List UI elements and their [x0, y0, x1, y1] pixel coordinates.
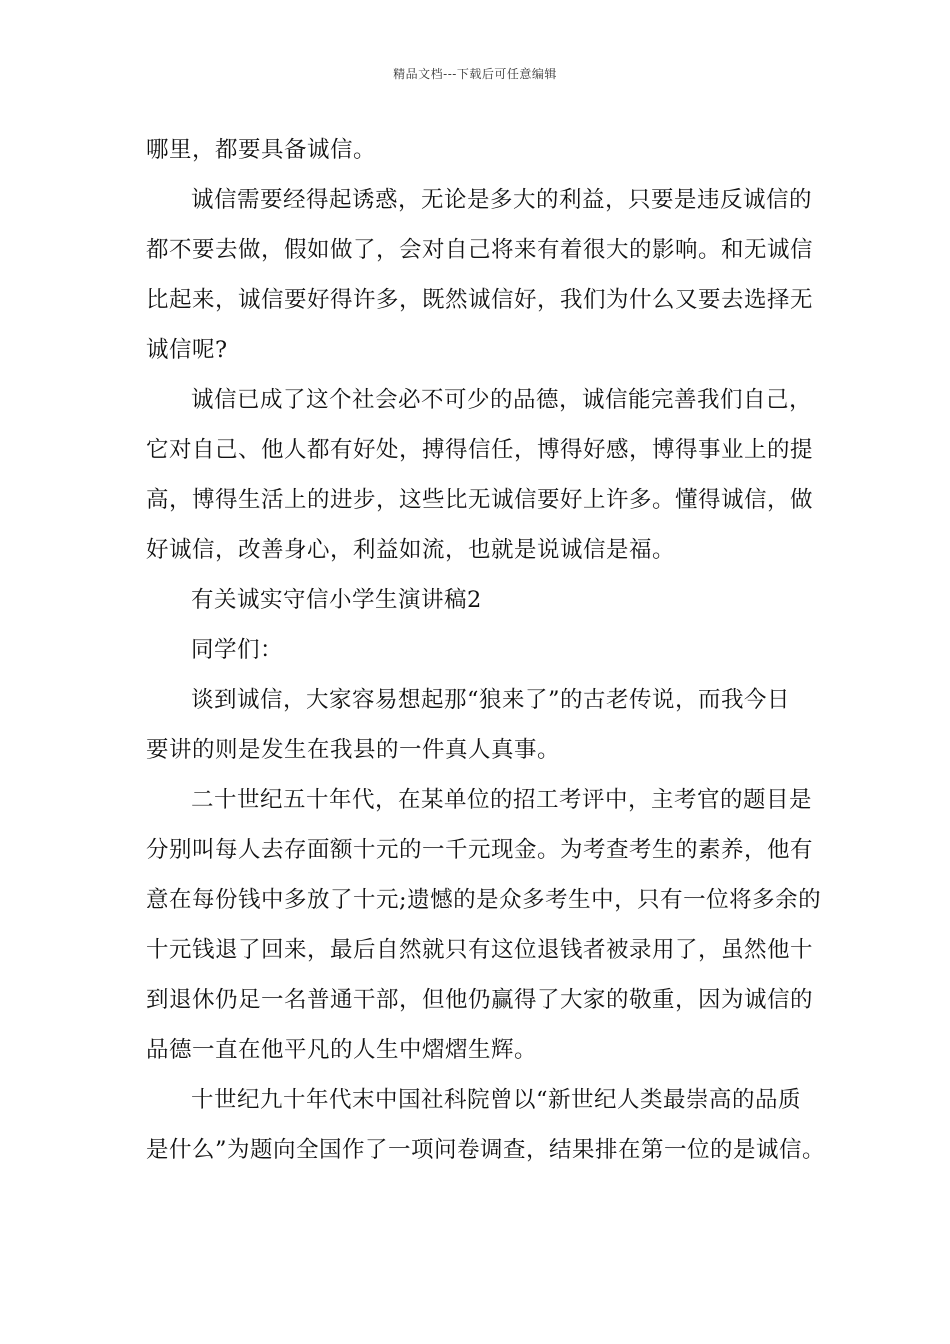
- text-line: 十世纪九十年代末中国社科院曾以“新世纪人类最崇高的品质: [191, 1087, 802, 1113]
- text-line: 好诚信，改善身心，利益如流，也就是说诚信是福。: [146, 537, 676, 563]
- text-line: 十元钱退了回来，最后自然就只有这位退钱者被录用了，虽然他十: [146, 937, 814, 963]
- text-line: 哪里，都要具备诚信。: [146, 137, 377, 163]
- text-line: 诚信呢?: [146, 337, 228, 363]
- text-line: 它对自己、他人都有好处，搏得信任，博得好感，博得事业上的提: [146, 437, 814, 463]
- paragraph: [146, 375, 826, 575]
- text-line: 要讲的则是发生在我县的一件真人真事。: [146, 737, 561, 763]
- paragraph: [146, 1075, 826, 1175]
- text-line: 都不要去做，假如做了，会对自己将来有着很大的影响。和无诚信: [146, 237, 814, 263]
- paragraph: [146, 625, 826, 675]
- text-line: 分别叫每人去存面额十元的一千元现金。为考查考生的素养，他有: [146, 837, 814, 863]
- text-line: 到退休仍足一名普通干部，但他仍赢得了大家的敬重，因为诚信的: [146, 987, 814, 1013]
- text-line: 品德一直在他平凡的人生中熠熠生辉。: [146, 1037, 538, 1063]
- text-line: 同学们：: [191, 637, 284, 663]
- paragraph: [146, 175, 826, 375]
- text-line: 诚信已成了这个社会必不可少的品德，诚信能完善我们自己，: [191, 387, 813, 413]
- text-line: 诚信需要经得起诱惑，无论是多大的利益，只要是违反诚信的: [191, 187, 813, 213]
- page-header: 精品文档---下载后可任意编辑: [393, 67, 557, 81]
- text-line: 有关诚实守信小学生演讲稿2: [191, 587, 482, 613]
- text-line: 高，博得生活上的进步，这些比无诚信要好上许多。懂得诚信，做: [146, 487, 814, 513]
- text-line: 意在每份钱中多放了十元;遗憾的是众多考生中，只有一位将多余的: [146, 887, 822, 913]
- document-body: [146, 125, 826, 1175]
- text-line: 是什么”为题向全国作了一项问卷调查，结果排在第一位的是诚信。: [146, 1137, 826, 1163]
- text-line: 二十世纪五十年代，在某单位的招工考评中，主考官的题目是: [191, 787, 813, 813]
- paragraph: [146, 575, 826, 625]
- paragraph: [146, 775, 826, 1075]
- paragraph: [146, 675, 826, 775]
- paragraph: [146, 125, 826, 175]
- text-line: 谈到诚信，大家容易想起那“狼来了”的古老传说，而我今日: [191, 687, 791, 713]
- text-line: 比起来，诚信要好得许多，既然诚信好，我们为什么又要去选择无: [146, 287, 814, 313]
